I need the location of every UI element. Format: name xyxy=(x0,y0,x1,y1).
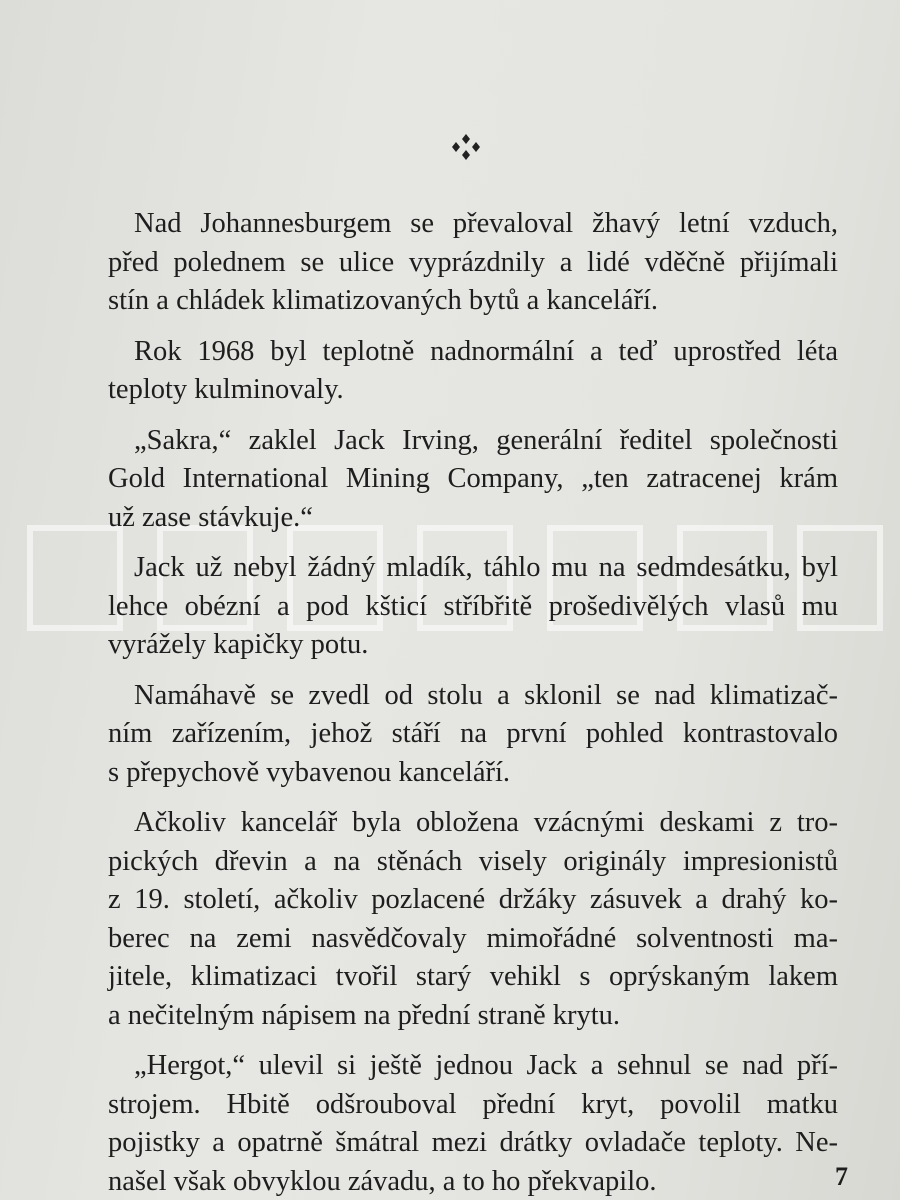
text-line: lehce obézní a pod kšticí stříbřitě prošedivělých vlasů mu xyxy=(108,590,838,622)
text-line: stín a chládek klimatizovaných bytů a kanceláří. xyxy=(108,285,659,316)
text-line: Jack už nebyl žádný mladík, táhlo mu na sedmdesátku, byl xyxy=(134,552,838,583)
paragraph xyxy=(108,205,838,321)
paragraph xyxy=(108,549,838,665)
text-line: s přepychově vybavenou kanceláří. xyxy=(108,756,511,788)
text-line: před polednem se ulice vyprázdnily a lidé vděčně přijímali xyxy=(108,246,838,278)
page-number: 7 xyxy=(835,1162,848,1191)
text-line: Gold International Mining Company, „ten zatracenej krám xyxy=(108,463,838,494)
text-line: „Hergot,“ ulevil si ještě jednou Jack a sehnul se nad pří- xyxy=(134,1050,838,1081)
text-line: pojistky a opatrně šmátral mezi drátky ovladače teploty. Ne- xyxy=(108,1127,838,1158)
text-line: ním zařízením, jehož stáří na první pohled kontrastovalo xyxy=(108,718,838,749)
paragraph xyxy=(108,677,838,793)
text-line: berec na zemi nasvědčovaly mimořádné solventnosti ma- xyxy=(108,922,838,954)
paragraph xyxy=(108,422,838,538)
text-line: Ačkoliv kancelář byla obložena vzácnými deskami z tro- xyxy=(134,807,838,838)
text-line: „Sakra,“ zaklel Jack Irving, generální ředitel společnosti xyxy=(134,424,838,456)
text-line: vyrážely kapičky potu. xyxy=(108,629,369,660)
text-line: jitele, klimatizaci tvořil starý vehikl s oprýskaným lakem xyxy=(108,961,838,992)
text-line: pických dřevin a na stěnách visely originály impresionistů xyxy=(108,845,838,877)
text-line: teploty kulminovaly. xyxy=(108,374,344,405)
text-line: z 19. století, ačkoliv pozlacené držáky zásuvek a drahý ko- xyxy=(108,884,838,915)
text-line: Nad Johannesburgem se převaloval žhavý letní vzduch, xyxy=(134,208,838,239)
paragraph xyxy=(108,333,838,410)
text-line: Namáhavě se zvedl od stolu a sklonil se nad klimatizač- xyxy=(134,679,838,711)
paragraph xyxy=(108,804,838,1035)
body-text xyxy=(108,205,838,1200)
text-line: našel však obvyklou závadu, a to ho překvapilo. xyxy=(108,1165,657,1197)
text-line: a nečitelným nápisem na přední straně krytu. xyxy=(108,999,621,1031)
text-line: Rok 1968 byl teplotně nadnormální a teď uprostřed léta xyxy=(134,335,838,367)
four-diamond-ornament-icon xyxy=(448,132,484,162)
paragraph xyxy=(108,1047,838,1200)
text-line: strojem. Hbitě odšrouboval přední kryt, povolil matku xyxy=(108,1088,838,1120)
text-line: už zase stávkuje.“ xyxy=(108,501,313,533)
